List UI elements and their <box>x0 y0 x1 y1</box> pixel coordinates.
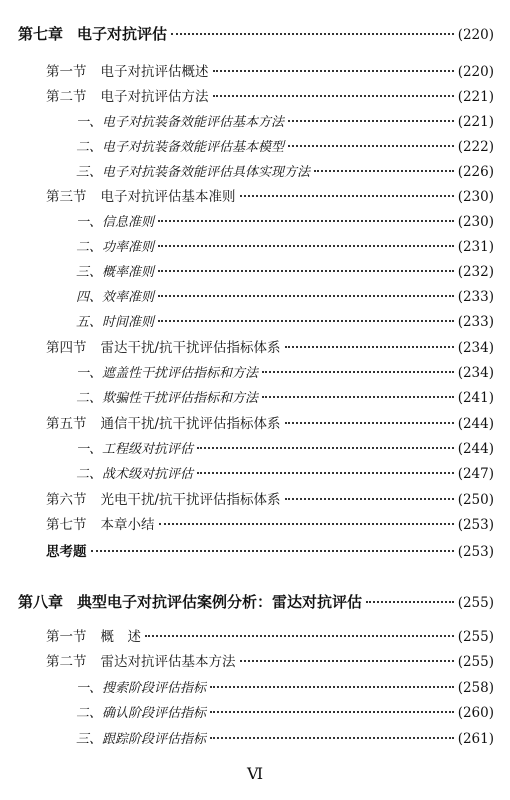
toc-page-number: (226) <box>457 164 494 180</box>
dot-leader <box>158 220 454 222</box>
toc-subsection-row <box>76 210 494 234</box>
toc-subsection-row <box>76 235 494 259</box>
toc-subsection-row <box>76 135 494 159</box>
toc-page-number: (255) <box>457 595 494 611</box>
toc-entry-title: 通信干扰/抗干扰评估指标体系 <box>100 416 281 432</box>
dot-leader <box>285 346 454 348</box>
toc-entry-number: 第八章 <box>18 593 64 611</box>
dot-leader <box>91 550 454 552</box>
dot-leader <box>159 523 454 525</box>
toc-subsection-row <box>76 160 494 184</box>
toc-section-row <box>46 513 494 537</box>
toc-entry-label <box>76 676 206 700</box>
toc-section-row <box>46 625 494 649</box>
toc-page-number: (232) <box>457 264 494 280</box>
toc-entry-title: 雷达对抗评估基本方法 <box>100 654 236 670</box>
toc-entry-label <box>46 336 281 360</box>
dot-leader <box>285 422 454 424</box>
toc-entry-label <box>76 386 258 410</box>
toc-entry-title: 二、电子对抗装备效能评估基本模型 <box>76 139 285 154</box>
toc-subsection-row <box>76 260 494 284</box>
toc-entry-number: 第二节 <box>46 654 87 670</box>
toc-entry-label <box>18 22 167 46</box>
page-folio: Ⅵ <box>246 764 264 783</box>
toc-page-number: (233) <box>457 314 494 330</box>
dot-leader <box>197 472 454 474</box>
toc-entry-title: 电子对抗评估 <box>77 25 168 43</box>
toc-subsection-row <box>76 285 494 309</box>
toc-entry-number: 第六节 <box>46 492 87 508</box>
toc-subsection-row <box>76 676 494 700</box>
toc-entry-label <box>76 260 154 284</box>
toc-page-number: (234) <box>457 365 494 381</box>
toc-entry-title: 二、功率准则 <box>76 239 155 254</box>
dot-leader <box>197 447 454 449</box>
toc-page-number: (221) <box>457 89 494 105</box>
toc-page-number: (255) <box>457 629 494 645</box>
toc-page-number: (250) <box>457 492 494 508</box>
toc-section-row <box>46 412 494 436</box>
toc-entry-label <box>76 727 206 751</box>
toc-entry-label <box>18 590 362 614</box>
dot-leader <box>240 660 454 662</box>
toc-entry-label <box>76 135 284 159</box>
toc-page-number: (255) <box>457 654 494 670</box>
dot-leader <box>213 95 454 97</box>
toc-entry-number: 第二节 <box>46 89 87 105</box>
toc-entry-title: 五、时间准则 <box>76 314 155 329</box>
toc-entry-title: 二、战术级对抗评估 <box>76 466 194 481</box>
toc-entry-title: 一、搜索阶段评估指标 <box>76 680 207 695</box>
toc-chapter-row <box>18 22 494 46</box>
toc-entry-label <box>46 650 236 674</box>
toc-page-number: (222) <box>457 139 494 155</box>
toc-entry-label <box>46 488 281 512</box>
dot-leader <box>240 195 454 197</box>
toc-section-row <box>46 60 494 84</box>
dot-leader <box>285 498 454 500</box>
toc-entry-number: 第七章 <box>18 25 64 43</box>
toc-entry-label <box>76 210 154 234</box>
dot-leader <box>145 635 454 637</box>
toc-page-number: (230) <box>457 189 494 205</box>
dot-leader <box>288 120 454 122</box>
toc-section-row <box>46 488 494 512</box>
toc-section-row <box>46 185 494 209</box>
toc-entry-label <box>76 701 206 725</box>
toc-entry-title: 三、电子对抗装备效能评估具体实现方法 <box>76 164 311 179</box>
toc-page-number: (230) <box>457 214 494 230</box>
toc-entry-title: 概 述 <box>100 629 141 645</box>
dot-leader <box>171 33 454 35</box>
toc-page-number: (253) <box>457 544 494 560</box>
toc-section-row <box>46 85 494 109</box>
toc-page-number: (221) <box>457 114 494 130</box>
dot-leader <box>158 245 454 247</box>
toc-entry-number: 第七节 <box>46 517 87 533</box>
toc-entry-label <box>46 412 281 436</box>
toc-subsection-row <box>76 437 494 461</box>
toc-page-number: (260) <box>457 705 494 721</box>
toc-page-number: (261) <box>457 731 494 747</box>
toc-subsection-row <box>76 727 494 751</box>
toc-page-number: (258) <box>457 680 494 696</box>
toc-page-number: (234) <box>457 340 494 356</box>
toc-entry-label <box>76 437 193 461</box>
dot-leader <box>366 601 454 603</box>
toc-entry-label <box>76 110 284 134</box>
toc-entry-label <box>76 462 193 486</box>
toc-entry-label <box>46 625 141 649</box>
toc-section-row <box>46 336 494 360</box>
toc-entry-title: 典型电子对抗评估案例分析：雷达对抗评估 <box>77 593 363 611</box>
toc-subsection-row <box>76 386 494 410</box>
toc-entry-title: 四、效率准则 <box>76 289 155 304</box>
dot-leader <box>288 145 454 147</box>
toc-entry-title: 一、信息准则 <box>76 214 155 229</box>
dot-leader <box>158 320 454 322</box>
toc-entry-title: 思考题 <box>46 544 87 560</box>
toc-page-number: (241) <box>457 390 494 406</box>
dot-leader <box>158 270 454 272</box>
toc-section-row <box>46 650 494 674</box>
toc-entry-title: 一、遮盖性干扰评估指标和方法 <box>76 365 259 380</box>
toc-subsection-row <box>76 110 494 134</box>
toc-entry-title: 二、确认阶段评估指标 <box>76 705 207 720</box>
toc-page-number: (233) <box>457 289 494 305</box>
toc-subsection-row <box>76 462 494 486</box>
toc-entry-label <box>76 310 154 334</box>
toc-entry-title: 电子对抗评估基本准则 <box>100 189 236 205</box>
dot-leader <box>314 170 454 172</box>
dot-leader <box>210 737 454 739</box>
toc-entry-title: 电子对抗评估概述 <box>100 64 209 80</box>
toc-entry-title: 电子对抗评估方法 <box>100 89 209 105</box>
toc-entry-title: 二、欺骗性干扰评估指标和方法 <box>76 390 259 405</box>
toc-page-number: (220) <box>457 64 494 80</box>
dot-leader <box>213 70 454 72</box>
toc-entry-number: 第一节 <box>46 64 87 80</box>
toc-subsection-row <box>76 361 494 385</box>
dot-leader <box>262 371 454 373</box>
dot-leader <box>158 295 454 297</box>
toc-page-number: (220) <box>457 27 494 43</box>
toc-entry-number: 第三节 <box>46 189 87 205</box>
toc-entry-number: 第四节 <box>46 340 87 356</box>
toc-entry-label <box>46 60 209 84</box>
toc-entry-label <box>46 513 155 537</box>
toc-page-number: (247) <box>457 466 494 482</box>
toc-page-number: (231) <box>457 239 494 255</box>
dot-leader <box>262 396 454 398</box>
toc-entry-number: 第一节 <box>46 629 87 645</box>
toc-entry-title: 本章小结 <box>100 517 155 533</box>
toc-entry-title: 一、电子对抗装备效能评估基本方法 <box>76 114 285 129</box>
toc-entry-title: 一、工程级对抗评估 <box>76 441 194 456</box>
dot-leader <box>210 711 454 713</box>
toc-page-number: (244) <box>457 416 494 432</box>
toc-subsection-row <box>76 701 494 725</box>
toc-entry-label <box>46 85 209 109</box>
toc-entry-label <box>76 361 258 385</box>
toc-entry-label <box>46 185 236 209</box>
toc-entry-label <box>76 235 154 259</box>
toc-page-number: (244) <box>457 441 494 457</box>
toc-entry-title: 雷达干扰/抗干扰评估指标体系 <box>100 340 281 356</box>
toc-entry-label <box>76 285 154 309</box>
toc-entry-title: 光电干扰/抗干扰评估指标体系 <box>100 492 281 508</box>
toc-entry-label <box>46 540 87 564</box>
toc-subsection-row <box>76 310 494 334</box>
toc-entry-title: 三、跟踪阶段评估指标 <box>76 731 207 746</box>
dot-leader <box>210 686 454 688</box>
toc-entry-label <box>76 160 310 184</box>
toc-page-number: (253) <box>457 517 494 533</box>
toc-entry-number: 第五节 <box>46 416 87 432</box>
toc-chapter-row <box>18 590 494 614</box>
toc-exercise-row <box>46 540 494 564</box>
toc-entry-title: 三、概率准则 <box>76 264 155 279</box>
